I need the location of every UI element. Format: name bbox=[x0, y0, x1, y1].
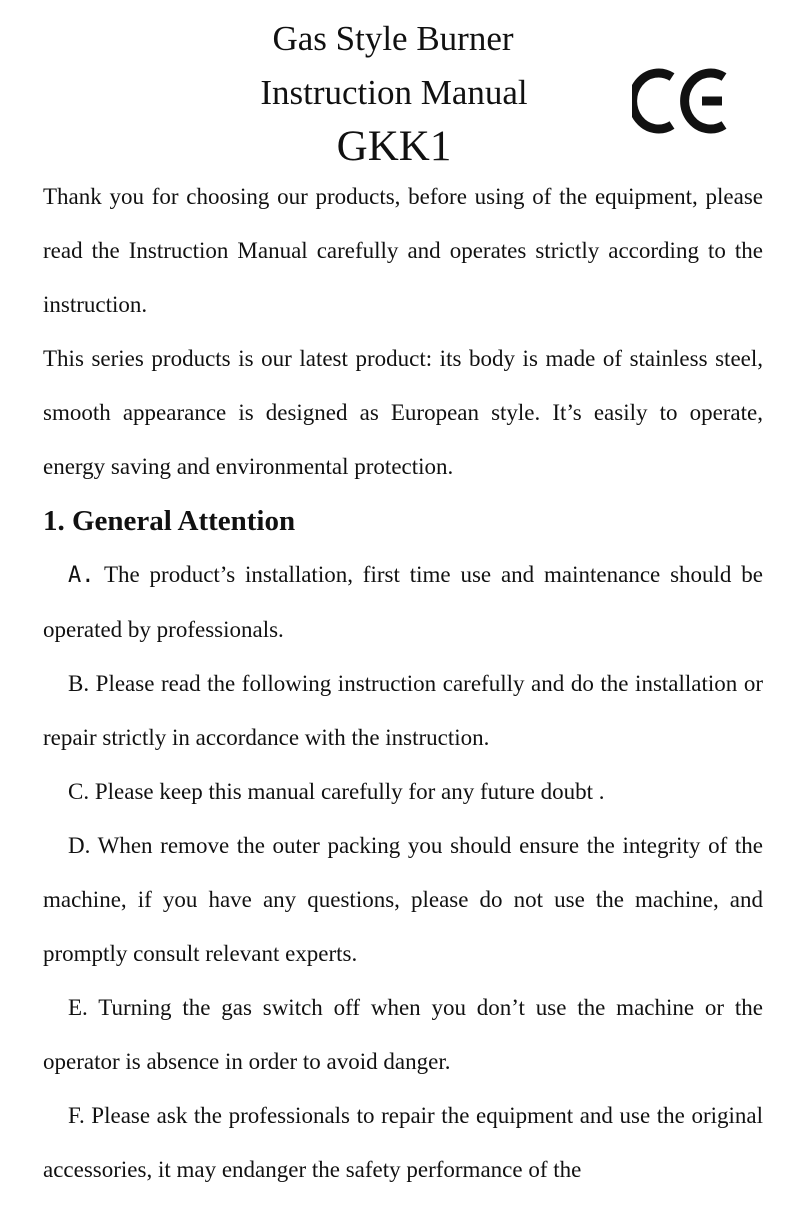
item-letter: E. bbox=[68, 995, 88, 1020]
item-letter: B. bbox=[68, 671, 90, 696]
intro-paragraph: Thank you for choosing our products, before using of the equipment, please read the Instruction Manual carefully and operates strictly according to the instruction. bbox=[43, 184, 763, 317]
item-letter: A. bbox=[68, 563, 95, 588]
document-title: Gas Style Burner bbox=[272, 19, 514, 58]
attention-item-a bbox=[43, 548, 763, 657]
item-letter: C. bbox=[68, 779, 90, 804]
intro-paragraph: This series products is our latest product: its body is made of stainless steel, smooth appearance is designed as European style. It’s easily to operate, energy saving and environmental protection. bbox=[43, 346, 763, 479]
item-text: Please read the following instruction carefully and do the installation or repair strictly in accordance with the instruction. bbox=[43, 671, 763, 750]
attention-item-f bbox=[43, 1089, 763, 1197]
item-text: Turning the gas switch off when you don’t use the machine or the operator is absence in order to avoid danger. bbox=[43, 995, 763, 1074]
item-text: The product’s installation, first time use and maintenance should be operated by professionals. bbox=[43, 562, 763, 642]
attention-item-d bbox=[43, 819, 763, 981]
attention-item-e bbox=[43, 981, 763, 1089]
attention-item-b bbox=[43, 657, 763, 765]
item-text: Please keep this manual carefully for any future doubt . bbox=[89, 779, 605, 804]
item-text: Please ask the professionals to repair the equipment and use the original accessories, it may endanger the safety performance of the bbox=[43, 1103, 763, 1182]
item-letter: D. bbox=[68, 833, 91, 858]
document-subtitle: Instruction Manual bbox=[260, 73, 528, 112]
attention-item-c bbox=[43, 765, 763, 819]
manual-body bbox=[43, 170, 763, 1197]
ce-mark-icon bbox=[632, 66, 732, 136]
item-letter: F. bbox=[68, 1103, 85, 1128]
item-text: When remove the outer packing you should ensure the integrity of the machine, if you have any questions, please do not use the machine, and promptly consult relevant experts. bbox=[43, 833, 763, 966]
model-number: GKK1 bbox=[336, 123, 452, 170]
section-heading: 1. General Attention bbox=[43, 505, 296, 537]
